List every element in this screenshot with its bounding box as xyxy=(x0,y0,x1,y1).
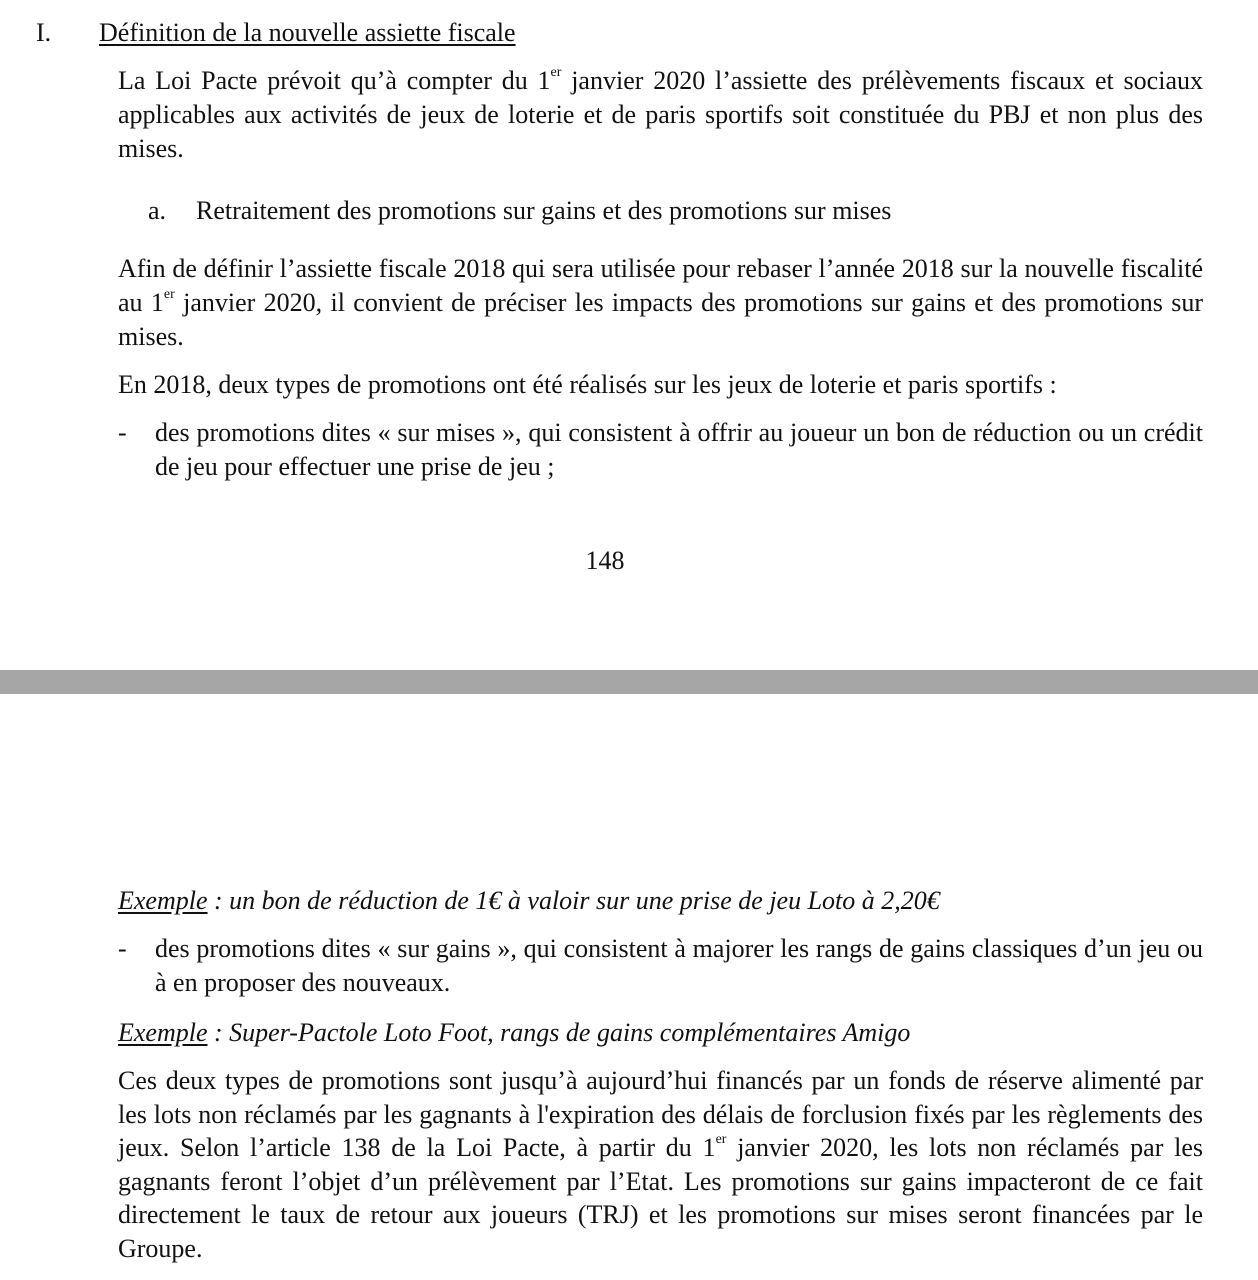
bullet-dash: - xyxy=(118,418,127,447)
example-bon-reduction xyxy=(118,884,940,918)
example-label: Exemple xyxy=(118,1018,208,1047)
subsection-title: Retraitement des promotions sur gains et des promotions sur mises xyxy=(196,196,892,225)
section-number: I. xyxy=(36,18,52,47)
paragraph-text: Ces deux types de promotions sont jusqu’à aujourd’hui financés par un fonds de réserve alimenté par les lots non réclamés par les gagnants à l'expiration des délais de forclusion fixés par les règlements des jeux. Selon l’article 138 de la Loi Pacte, à partir du 1 xyxy=(118,1066,1203,1162)
page-separator xyxy=(0,670,1258,694)
ordinal-superscript: er xyxy=(715,1132,727,1148)
bullet-promotions-sur-mises: des promotions dites « sur mises », qui consistent à offrir au joueur un bon de réduction ou un crédit de jeu pour effectuer une prise de jeu ; xyxy=(155,418,1203,481)
ordinal-superscript: er xyxy=(550,65,562,81)
example-text: : un bon de réduction de 1€ à valoir sur une prise de jeu Loto à 2,20€ xyxy=(207,886,940,915)
paragraph-text: janvier 2020, les lots non réclamés par les gagnants feront l’objet d’un prélèvement par l’Etat. Les promotions sur gains impacteront de ce fait directement le taux de retour aux joueurs (TRJ) et les promotions sur mises seront financées par le Groupe. xyxy=(118,1133,1203,1263)
section-title: Définition de la nouvelle assiette fiscale xyxy=(99,18,516,47)
paragraph-text: janvier 2020 l’assiette des prélèvements fiscaux et sociaux applicables aux activités de jeux de loterie et de paris sportifs soit constituée du PBJ et non plus des mises. xyxy=(118,66,1203,163)
subsection-letter: a. xyxy=(148,196,167,225)
paragraph-assiette-2018 xyxy=(118,252,1203,354)
bullet-dash: - xyxy=(118,934,127,963)
example-super-pactole xyxy=(118,1016,910,1050)
paragraph-financement xyxy=(118,1064,1203,1265)
page-number: 148 xyxy=(585,546,625,575)
paragraph-loi-pacte xyxy=(118,64,1203,166)
bullet-promotions-sur-gains: des promotions dites « sur gains », qui consistent à majorer les rangs de gains classiques d’un jeu ou à en proposer des nouveaux. xyxy=(155,934,1203,997)
paragraph-text: Afin de définir l’assiette fiscale 2018 qui sera utilisée pour rebaser l’année 2018 sur la nouvelle fiscalité au 1 xyxy=(118,254,1203,317)
example-text: : Super-Pactole Loto Foot, rangs de gains complémentaires Amigo xyxy=(207,1018,911,1047)
paragraph-text: La Loi Pacte prévoit qu’à compter du 1 xyxy=(118,66,551,95)
paragraph-types-promotions: En 2018, deux types de promotions ont été réalisés sur les jeux de loterie et paris sportifs : xyxy=(118,370,1057,399)
example-label: Exemple xyxy=(118,886,208,915)
paragraph-text: janvier 2020, il convient de préciser les impacts des promotions sur gains et des promotions sur mises. xyxy=(118,288,1203,351)
ordinal-superscript: er xyxy=(163,287,175,303)
